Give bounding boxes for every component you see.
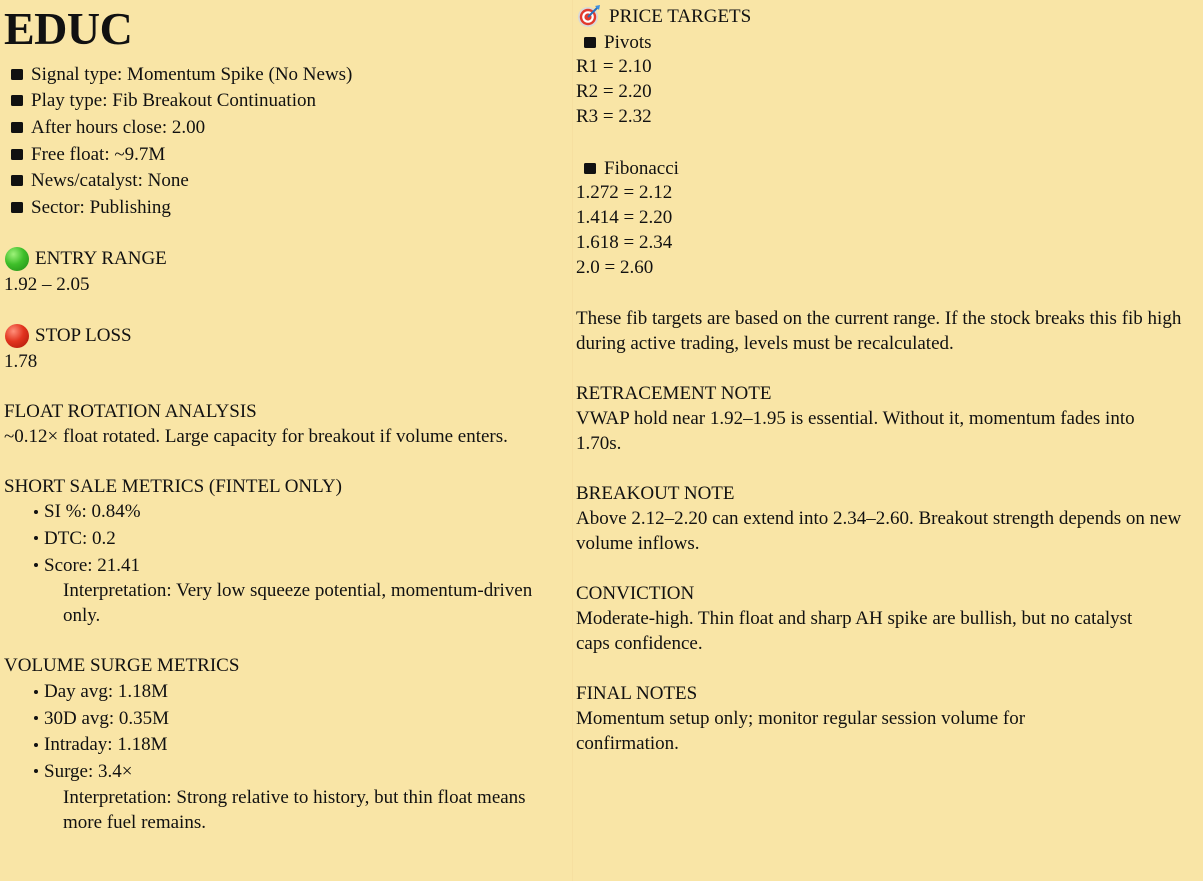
bullet-dot-icon — [34, 536, 38, 540]
fib-level: 1.618 = 2.34 — [576, 232, 673, 253]
pivots-label: Pivots — [604, 31, 652, 53]
price-targets-label: PRICE TARGETS — [609, 5, 752, 27]
volume-surge-item — [4, 678, 568, 705]
float-rotation-heading: FLOAT ROTATION ANALYSIS — [4, 400, 257, 422]
summary-item-label: Signal type: Momentum Spike (No News) — [31, 63, 353, 85]
summary-item-play-type — [4, 88, 568, 115]
fibonacci-heading — [576, 156, 1203, 180]
retracement-heading: RETRACEMENT NOTE — [576, 383, 772, 404]
black-square-icon — [11, 69, 23, 80]
entry-range-value: 1.92 – 2.05 — [4, 273, 90, 295]
entry-range-label: ENTRY RANGE — [35, 248, 167, 270]
fibonacci-label: Fibonacci — [604, 157, 679, 179]
volume-surge-interpretation: Interpretation: Strong relative to history, but thin float means more fuel remains. — [63, 786, 526, 833]
summary-item-label: Sector: Publishing — [31, 196, 171, 218]
summary-item-signal-type — [4, 61, 568, 88]
stop-loss-value: 1.78 — [4, 350, 38, 372]
summary-item-label: Free float: ~9.7M — [31, 143, 166, 165]
volume-surge-item — [4, 758, 568, 785]
conviction-heading: CONVICTION — [576, 583, 695, 604]
volume-surge-item-text: 30D avg: 0.35M — [44, 707, 170, 729]
black-square-icon — [11, 122, 23, 133]
conviction-text: Moderate-high. Thin float and sharp AH spike are bullish, but no catalyst caps confidence. — [576, 608, 1133, 654]
black-square-icon — [11, 175, 23, 186]
bullet-dot-icon — [34, 743, 38, 747]
summary-item-free-float — [4, 141, 568, 168]
black-square-icon — [11, 95, 23, 106]
float-rotation-text: ~0.12× float rotated. Large capacity for breakout if volume enters. — [4, 425, 508, 447]
summary-item-news-catalyst — [4, 167, 568, 194]
short-sale-item — [4, 499, 568, 526]
volume-surge-item-text: Surge: 3.4× — [44, 760, 133, 782]
bullet-dot-icon — [34, 769, 38, 773]
black-square-icon — [11, 202, 23, 213]
volume-surge-item-text: Day avg: 1.18M — [44, 681, 169, 703]
right-column — [572, 0, 1203, 881]
bullet-dot-icon — [34, 716, 38, 720]
short-sale-item — [4, 552, 568, 579]
black-square-icon — [584, 37, 596, 48]
short-sale-item — [4, 525, 568, 552]
fib-level: 1.414 = 2.20 — [576, 207, 673, 228]
ticker-title: EDUC — [4, 3, 133, 54]
price-targets-heading — [576, 2, 1203, 30]
fib-level: 2.0 = 2.60 — [576, 257, 654, 278]
summary-item-sector — [4, 194, 568, 221]
volume-surge-heading: VOLUME SURGE METRICS — [4, 655, 240, 677]
breakout-text: Above 2.12–2.20 can extend into 2.34–2.60. Breakout strength depends on new volume inflows. — [576, 508, 1182, 554]
red-circle-icon — [5, 324, 29, 348]
black-square-icon — [11, 149, 23, 160]
summary-list — [4, 61, 568, 221]
volume-surge-item-text: Intraday: 1.18M — [44, 734, 168, 756]
entry-range-heading — [4, 246, 568, 272]
pivot-level: R1 = 2.10 — [576, 56, 652, 77]
summary-item-label: After hours close: 2.00 — [31, 116, 206, 138]
volume-surge-item — [4, 732, 568, 759]
fib-note: These fib targets are based on the current range. If the stock breaks this fib high during active trading, levels must be recalculated. — [576, 308, 1182, 354]
summary-item-label: Play type: Fib Breakout Continuation — [31, 90, 316, 112]
summary-item-after-hours-close — [4, 114, 568, 141]
volume-surge-item — [4, 705, 568, 732]
stop-loss-label: STOP LOSS — [35, 325, 132, 347]
pivot-level: R3 = 2.32 — [576, 106, 652, 127]
breakout-heading: BREAKOUT NOTE — [576, 483, 735, 504]
direct-hit-dart-icon — [577, 4, 601, 28]
short-sale-item-text: DTC: 0.2 — [44, 527, 116, 549]
green-circle-icon — [5, 247, 29, 271]
bullet-dot-icon — [34, 563, 38, 567]
short-sale-item-text: SI %: 0.84% — [44, 501, 141, 523]
pivot-level: R2 = 2.20 — [576, 81, 652, 102]
bullet-dot-icon — [34, 690, 38, 694]
short-sale-interpretation: Interpretation: Very low squeeze potential, momentum-driven only. — [63, 580, 533, 627]
stop-loss-heading — [4, 323, 568, 349]
short-sale-heading: SHORT SALE METRICS (FINTEL ONLY) — [4, 475, 342, 497]
final-notes-text: Momentum setup only; monitor regular session volume for confirmation. — [576, 708, 1026, 754]
final-notes-heading: FINAL NOTES — [576, 683, 698, 704]
retracement-text: VWAP hold near 1.92–1.95 is essential. Without it, momentum fades into 1.70s. — [576, 408, 1135, 454]
short-sale-item-text: Score: 21.41 — [44, 554, 141, 576]
summary-item-label: News/catalyst: None — [31, 170, 189, 192]
left-column — [0, 0, 568, 881]
bullet-dot-icon — [34, 510, 38, 514]
black-square-icon — [584, 163, 596, 174]
fib-level: 1.272 = 2.12 — [576, 182, 673, 203]
pivots-heading — [576, 30, 1203, 54]
